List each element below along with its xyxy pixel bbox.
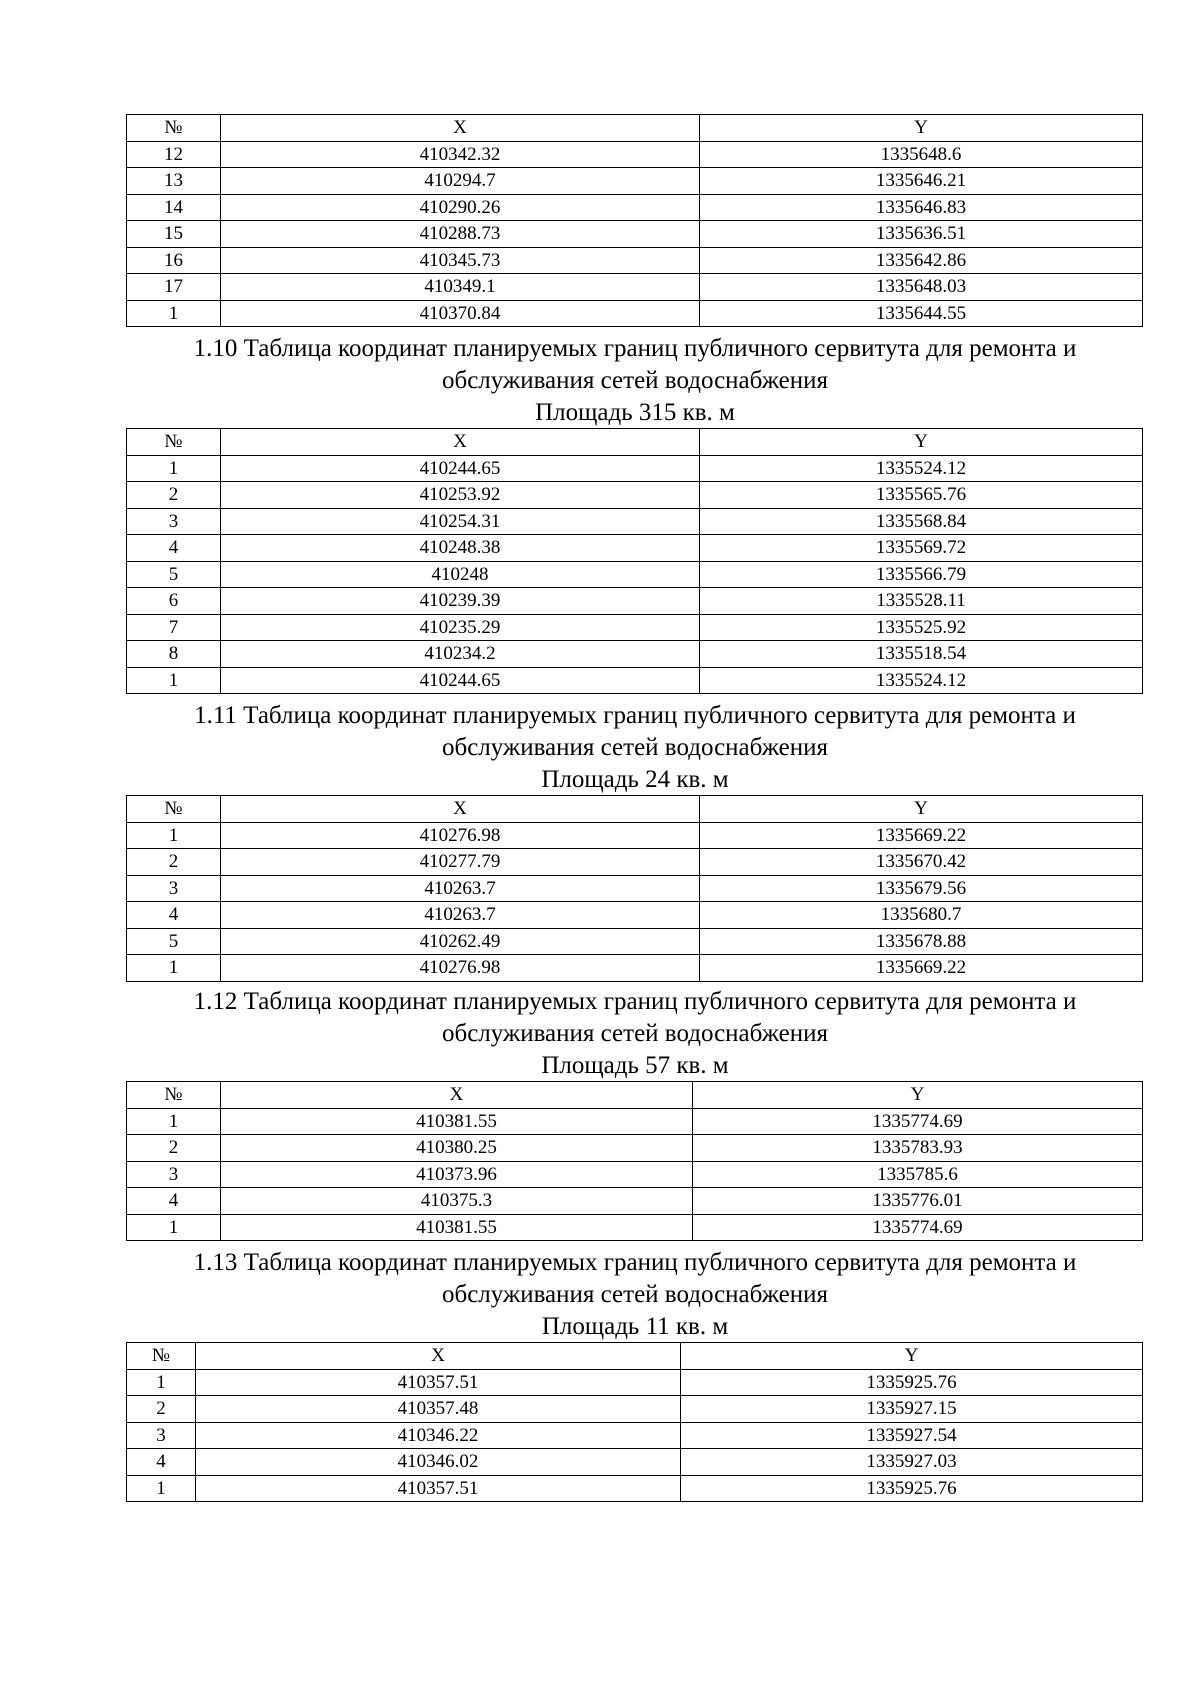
table-row bbox=[127, 300, 1143, 327]
point-number-cell: 2 bbox=[127, 849, 221, 876]
point-number-cell: 2 bbox=[127, 1135, 221, 1162]
table-row bbox=[127, 1108, 1143, 1135]
table-row bbox=[127, 561, 1143, 588]
y-coordinate-cell: 1335648.6 bbox=[700, 141, 1143, 168]
y-coordinate-cell: 1335646.21 bbox=[700, 168, 1143, 195]
y-coordinate-cell: 1335927.03 bbox=[681, 1449, 1143, 1476]
table-body bbox=[127, 429, 1143, 694]
table-row bbox=[127, 955, 1143, 982]
x-coordinate-cell: 410380.25 bbox=[221, 1135, 693, 1162]
table-row bbox=[127, 274, 1143, 301]
heading-line-2: обслуживания сетей водоснабжения bbox=[441, 734, 829, 761]
number-header: № bbox=[127, 115, 221, 142]
point-number-cell: 7 bbox=[127, 614, 221, 641]
x-coordinate-cell: 410276.98 bbox=[221, 955, 700, 982]
table-row bbox=[127, 194, 1143, 221]
section-1-11-area: Площадь 24 кв. м bbox=[541, 766, 729, 793]
x-coordinate-cell: 410357.51 bbox=[196, 1475, 681, 1502]
section-1-13-heading bbox=[110, 1247, 1160, 1311]
point-number-cell: 3 bbox=[127, 875, 221, 902]
y-coordinate-cell: 1335774.69 bbox=[693, 1214, 1143, 1241]
y-coordinate-cell: 1335774.69 bbox=[693, 1108, 1143, 1135]
table-row bbox=[127, 1214, 1143, 1241]
y-coordinate-cell: 1335927.54 bbox=[681, 1422, 1143, 1449]
table-row bbox=[127, 1422, 1143, 1449]
y-coordinate-cell: 1335925.76 bbox=[681, 1369, 1143, 1396]
x-coordinate-cell: 410276.98 bbox=[221, 822, 700, 849]
point-number-cell: 5 bbox=[127, 928, 221, 955]
point-number-cell: 16 bbox=[127, 247, 221, 274]
coordinates-table-1-12 bbox=[126, 1081, 1143, 1241]
header-row bbox=[127, 429, 1143, 456]
y-coordinate-cell: 1335518.54 bbox=[700, 641, 1143, 668]
section-1-13-area: Площадь 11 кв. м bbox=[541, 1313, 729, 1340]
x-coordinate-cell: 410381.55 bbox=[221, 1214, 693, 1241]
point-number-cell: 15 bbox=[127, 221, 221, 248]
table-row bbox=[127, 614, 1143, 641]
y-coordinate-cell: 1335776.01 bbox=[693, 1188, 1143, 1215]
section-1-11-heading bbox=[110, 700, 1160, 764]
table-row bbox=[127, 849, 1143, 876]
y-coordinate-cell: 1335566.79 bbox=[700, 561, 1143, 588]
y-coordinate-cell: 1335568.84 bbox=[700, 508, 1143, 535]
x-coordinate-cell: 410235.29 bbox=[221, 614, 700, 641]
table-body bbox=[127, 1343, 1143, 1502]
y-coordinate-cell: 1335670.42 bbox=[700, 849, 1143, 876]
point-number-cell: 1 bbox=[127, 455, 221, 482]
header-row bbox=[127, 1343, 1143, 1370]
x-header: X bbox=[221, 429, 700, 456]
y-header: Y bbox=[693, 1082, 1143, 1109]
y-coordinate-cell: 1335648.03 bbox=[700, 274, 1143, 301]
y-header: Y bbox=[700, 429, 1143, 456]
heading-line-1: 1.10 Таблица координат планируемых границ публичного сервитута для ремонта и bbox=[193, 335, 1077, 362]
point-number-cell: 1 bbox=[127, 1475, 196, 1502]
number-header: № bbox=[127, 1343, 196, 1370]
heading-line-2: обслуживания сетей водоснабжения bbox=[441, 367, 829, 394]
point-number-cell: 5 bbox=[127, 561, 221, 588]
x-header: X bbox=[221, 796, 700, 823]
point-number-cell: 3 bbox=[127, 1161, 221, 1188]
x-coordinate-cell: 410263.7 bbox=[221, 902, 700, 929]
table-body bbox=[127, 1082, 1143, 1241]
table-body bbox=[127, 115, 1143, 327]
x-coordinate-cell: 410262.49 bbox=[221, 928, 700, 955]
table-row bbox=[127, 928, 1143, 955]
point-number-cell: 2 bbox=[127, 1396, 196, 1423]
coordinates-table-continuation bbox=[126, 114, 1143, 327]
y-coordinate-cell: 1335646.83 bbox=[700, 194, 1143, 221]
point-number-cell: 13 bbox=[127, 168, 221, 195]
y-coordinate-cell: 1335679.56 bbox=[700, 875, 1143, 902]
number-header: № bbox=[127, 796, 221, 823]
x-coordinate-cell: 410254.31 bbox=[221, 508, 700, 535]
x-coordinate-cell: 410357.48 bbox=[196, 1396, 681, 1423]
y-coordinate-cell: 1335565.76 bbox=[700, 482, 1143, 509]
y-coordinate-cell: 1335524.12 bbox=[700, 667, 1143, 694]
table-row bbox=[127, 1188, 1143, 1215]
x-coordinate-cell: 410248.38 bbox=[221, 535, 700, 562]
point-number-cell: 6 bbox=[127, 588, 221, 615]
point-number-cell: 1 bbox=[127, 822, 221, 849]
x-coordinate-cell: 410370.84 bbox=[221, 300, 700, 327]
table-row bbox=[127, 455, 1143, 482]
table-row bbox=[127, 641, 1143, 668]
table-row bbox=[127, 1369, 1143, 1396]
table-row bbox=[127, 168, 1143, 195]
header-row bbox=[127, 796, 1143, 823]
y-coordinate-cell: 1335783.93 bbox=[693, 1135, 1143, 1162]
y-coordinate-cell: 1335669.22 bbox=[700, 822, 1143, 849]
x-coordinate-cell: 410345.73 bbox=[221, 247, 700, 274]
y-header: Y bbox=[700, 796, 1143, 823]
table-body bbox=[127, 796, 1143, 982]
x-header: X bbox=[196, 1343, 681, 1370]
header-row bbox=[127, 1082, 1143, 1109]
table-row bbox=[127, 508, 1143, 535]
point-number-cell: 4 bbox=[127, 535, 221, 562]
section-1-12-area: Площадь 57 кв. м bbox=[541, 1052, 729, 1079]
point-number-cell: 1 bbox=[127, 300, 221, 327]
point-number-cell: 8 bbox=[127, 641, 221, 668]
table-row bbox=[127, 141, 1143, 168]
x-coordinate-cell: 410373.96 bbox=[221, 1161, 693, 1188]
table-row bbox=[127, 482, 1143, 509]
x-coordinate-cell: 410244.65 bbox=[221, 455, 700, 482]
point-number-cell: 14 bbox=[127, 194, 221, 221]
point-number-cell: 3 bbox=[127, 508, 221, 535]
coordinates-table-1-13 bbox=[126, 1342, 1143, 1502]
y-coordinate-cell: 1335678.88 bbox=[700, 928, 1143, 955]
header-row bbox=[127, 115, 1143, 142]
y-coordinate-cell: 1335642.86 bbox=[700, 247, 1143, 274]
y-header: Y bbox=[681, 1343, 1143, 1370]
table-row bbox=[127, 247, 1143, 274]
x-coordinate-cell: 410290.26 bbox=[221, 194, 700, 221]
point-number-cell: 12 bbox=[127, 141, 221, 168]
x-coordinate-cell: 410357.51 bbox=[196, 1369, 681, 1396]
table-row bbox=[127, 1449, 1143, 1476]
x-coordinate-cell: 410346.22 bbox=[196, 1422, 681, 1449]
x-coordinate-cell: 410375.3 bbox=[221, 1188, 693, 1215]
heading-line-1: 1.11 Таблица координат планируемых границ публичного сервитута для ремонта и bbox=[194, 702, 1076, 729]
point-number-cell: 3 bbox=[127, 1422, 196, 1449]
x-coordinate-cell: 410263.7 bbox=[221, 875, 700, 902]
number-header: № bbox=[127, 429, 221, 456]
point-number-cell: 4 bbox=[127, 902, 221, 929]
section-1-10-area: Площадь 315 кв. м bbox=[535, 399, 735, 426]
point-number-cell: 1 bbox=[127, 1108, 221, 1135]
y-coordinate-cell: 1335925.76 bbox=[681, 1475, 1143, 1502]
table-row bbox=[127, 1475, 1143, 1502]
x-coordinate-cell: 410381.55 bbox=[221, 1108, 693, 1135]
y-coordinate-cell: 1335785.6 bbox=[693, 1161, 1143, 1188]
x-header: X bbox=[221, 115, 700, 142]
y-header: Y bbox=[700, 115, 1143, 142]
heading-line-2: обслуживания сетей водоснабжения bbox=[441, 1281, 829, 1308]
point-number-cell: 1 bbox=[127, 955, 221, 982]
point-number-cell: 1 bbox=[127, 667, 221, 694]
y-coordinate-cell: 1335524.12 bbox=[700, 455, 1143, 482]
y-coordinate-cell: 1335927.15 bbox=[681, 1396, 1143, 1423]
table-row bbox=[127, 588, 1143, 615]
point-number-cell: 4 bbox=[127, 1188, 221, 1215]
coordinates-table-1-11 bbox=[126, 795, 1143, 982]
x-coordinate-cell: 410277.79 bbox=[221, 849, 700, 876]
table-row bbox=[127, 902, 1143, 929]
x-coordinate-cell: 410349.1 bbox=[221, 274, 700, 301]
table-row bbox=[127, 822, 1143, 849]
coordinates-table-1-10 bbox=[126, 428, 1143, 694]
point-number-cell: 4 bbox=[127, 1449, 196, 1476]
x-coordinate-cell: 410346.02 bbox=[196, 1449, 681, 1476]
heading-line-1: 1.13 Таблица координат планируемых границ публичного сервитута для ремонта и bbox=[193, 1249, 1077, 1276]
x-header: X bbox=[221, 1082, 693, 1109]
x-coordinate-cell: 410294.7 bbox=[221, 168, 700, 195]
heading-line-1: 1.12 Таблица координат планируемых границ публичного сервитута для ремонта и bbox=[193, 988, 1077, 1015]
table-row bbox=[127, 875, 1143, 902]
y-coordinate-cell: 1335669.22 bbox=[700, 955, 1143, 982]
y-coordinate-cell: 1335636.51 bbox=[700, 221, 1143, 248]
y-coordinate-cell: 1335528.11 bbox=[700, 588, 1143, 615]
table-row bbox=[127, 535, 1143, 562]
x-coordinate-cell: 410288.73 bbox=[221, 221, 700, 248]
y-coordinate-cell: 1335525.92 bbox=[700, 614, 1143, 641]
x-coordinate-cell: 410248 bbox=[221, 561, 700, 588]
x-coordinate-cell: 410234.2 bbox=[221, 641, 700, 668]
x-coordinate-cell: 410253.92 bbox=[221, 482, 700, 509]
table-row bbox=[127, 221, 1143, 248]
y-coordinate-cell: 1335569.72 bbox=[700, 535, 1143, 562]
table-row bbox=[127, 1396, 1143, 1423]
y-coordinate-cell: 1335644.55 bbox=[700, 300, 1143, 327]
section-1-10-heading bbox=[110, 333, 1160, 397]
heading-line-2: обслуживания сетей водоснабжения bbox=[441, 1020, 829, 1047]
section-1-12-heading bbox=[110, 986, 1160, 1050]
table-row bbox=[127, 667, 1143, 694]
point-number-cell: 1 bbox=[127, 1214, 221, 1241]
x-coordinate-cell: 410244.65 bbox=[221, 667, 700, 694]
point-number-cell: 17 bbox=[127, 274, 221, 301]
y-coordinate-cell: 1335680.7 bbox=[700, 902, 1143, 929]
number-header: № bbox=[127, 1082, 221, 1109]
x-coordinate-cell: 410342.32 bbox=[221, 141, 700, 168]
table-row bbox=[127, 1161, 1143, 1188]
point-number-cell: 2 bbox=[127, 482, 221, 509]
table-row bbox=[127, 1135, 1143, 1162]
x-coordinate-cell: 410239.39 bbox=[221, 588, 700, 615]
point-number-cell: 1 bbox=[127, 1369, 196, 1396]
